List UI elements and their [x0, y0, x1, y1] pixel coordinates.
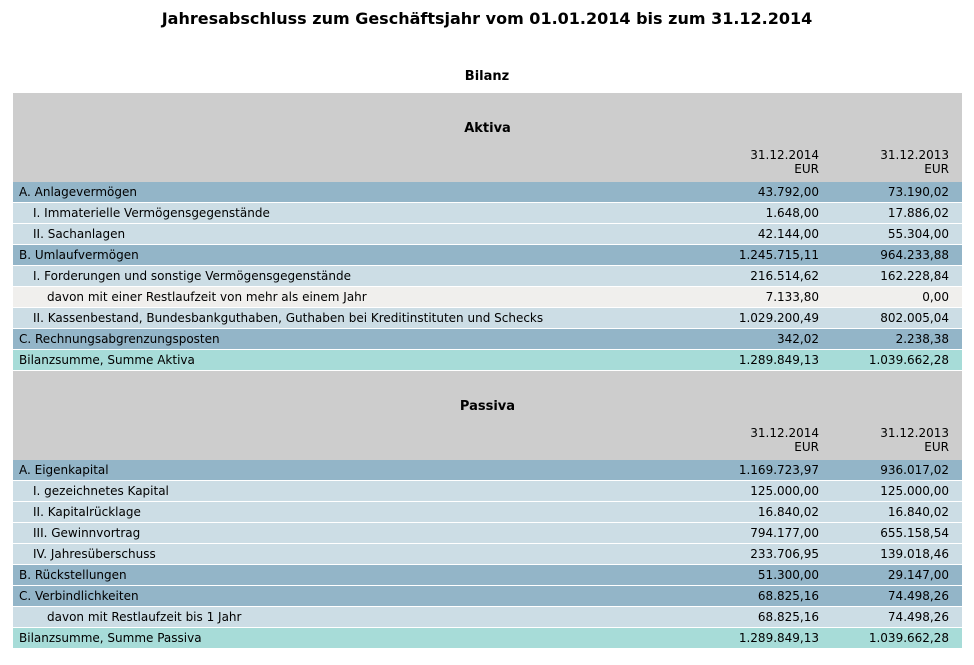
table-row [13, 329, 962, 350]
row-label: Bilanzsumme, Summe Passiva [19, 631, 202, 645]
row-value-2013: 162.228,84 [880, 269, 949, 283]
row-value-2013: 936.017,02 [880, 463, 949, 477]
row-value-2014: 51.300,00 [757, 568, 819, 582]
row-value-2014: 1.245.715,11 [738, 248, 819, 262]
row-value-2013: 802.005,04 [880, 311, 949, 325]
section-header-aktiva [13, 93, 962, 182]
table-row [13, 460, 962, 481]
row-label: II. Sachanlagen [33, 227, 126, 241]
row-value-2014: 125.000,00 [750, 484, 819, 498]
row-label: davon mit einer Restlaufzeit von mehr als einem Jahr [47, 290, 367, 304]
column-currency-label: EUR [794, 162, 819, 176]
row-value-2013: 1.039.662,28 [868, 631, 949, 645]
row-value-2013: 655.158,54 [880, 526, 949, 540]
row-value-2014: 1.289.849,13 [738, 353, 819, 367]
row-value-2013: 55.304,00 [887, 227, 949, 241]
table-row [13, 586, 962, 607]
column-headers-spacer [13, 426, 702, 454]
row-label: IV. Jahresüberschuss [33, 547, 156, 561]
row-value-2014: 68.825,16 [757, 610, 819, 624]
row-value-2014: 1.169.723,97 [738, 463, 819, 477]
table-row [13, 308, 962, 329]
row-value-2014: 7.133,80 [765, 290, 819, 304]
row-value-2014: 16.840,02 [757, 505, 819, 519]
row-label: B. Umlaufvermögen [19, 248, 139, 262]
table-row [13, 203, 962, 224]
table-row [13, 481, 962, 502]
column-currency-label: EUR [924, 440, 949, 454]
row-value-2014: 42.144,00 [757, 227, 819, 241]
row-value-2014: 1.289.849,13 [738, 631, 819, 645]
table-row [13, 350, 962, 371]
column-date-label: 31.12.2014 [750, 148, 819, 162]
column-header-2013 [832, 148, 962, 176]
row-value-2013: 125.000,00 [880, 484, 949, 498]
section-title: Passiva [459, 399, 516, 414]
table-row [13, 607, 962, 628]
row-label: I. gezeichnetes Kapital [33, 484, 169, 498]
column-date-label: 31.12.2014 [750, 426, 819, 440]
column-headers-spacer [13, 148, 702, 176]
table-row [13, 245, 962, 266]
row-value-2014: 1.029.200,49 [738, 311, 819, 325]
column-currency-label: EUR [924, 162, 949, 176]
row-label: A. Anlagevermögen [19, 185, 137, 199]
section-title: Aktiva [464, 121, 511, 136]
document-title: Jahresabschluss zum Geschäftsjahr vom 01.01.2014 bis zum 31.12.2014 [161, 9, 813, 28]
row-label: II. Kassenbestand, Bundesbankguthaben, Guthaben bei Kreditinstituten und Schecks [33, 311, 544, 325]
row-value-2013: 0,00 [922, 290, 949, 304]
row-value-2013: 1.039.662,28 [868, 353, 949, 367]
table-row [13, 224, 962, 245]
column-header-2014 [702, 426, 832, 454]
row-value-2013: 74.498,26 [887, 589, 949, 603]
table-row [13, 565, 962, 586]
section-header-passiva [13, 371, 962, 460]
table-row [13, 287, 962, 308]
row-value-2014: 216.514,62 [750, 269, 819, 283]
column-currency-label: EUR [794, 440, 819, 454]
row-label: A. Eigenkapital [19, 463, 109, 477]
row-label: B. Rückstellungen [19, 568, 127, 582]
row-value-2013: 2.238,38 [895, 332, 949, 346]
table-row [13, 266, 962, 287]
table-row [13, 544, 962, 565]
row-value-2014: 233.706,95 [750, 547, 819, 561]
row-label: III. Gewinnvortrag [33, 526, 141, 540]
column-date-label: 31.12.2013 [880, 426, 949, 440]
balance-sheet-table [13, 93, 962, 648]
table-row [13, 182, 962, 203]
row-value-2014: 43.792,00 [757, 185, 819, 199]
table-row [13, 628, 962, 648]
row-label: C. Verbindlichkeiten [19, 589, 139, 603]
row-value-2013: 139.018,46 [880, 547, 949, 561]
row-value-2013: 16.840,02 [887, 505, 949, 519]
column-header-2014 [702, 148, 832, 176]
row-label: I. Forderungen und sonstige Vermögensgegenstände [33, 269, 352, 283]
table-row [13, 502, 962, 523]
row-label: davon mit Restlaufzeit bis 1 Jahr [47, 610, 242, 624]
column-date-label: 31.12.2013 [880, 148, 949, 162]
row-label: Bilanzsumme, Summe Aktiva [19, 353, 195, 367]
row-value-2013: 17.886,02 [887, 206, 949, 220]
table-row [13, 523, 962, 544]
column-headers [13, 426, 962, 454]
row-value-2014: 794.177,00 [750, 526, 819, 540]
row-label: II. Kapitalrücklage [33, 505, 141, 519]
column-header-2013 [832, 426, 962, 454]
row-value-2014: 342,02 [777, 332, 819, 346]
row-label: I. Immaterielle Vermögensgegenstände [33, 206, 270, 220]
row-value-2013: 964.233,88 [880, 248, 949, 262]
row-label: C. Rechnungsabgrenzungsposten [19, 332, 220, 346]
row-value-2013: 73.190,02 [887, 185, 949, 199]
row-value-2014: 1.648,00 [765, 206, 819, 220]
row-value-2014: 68.825,16 [757, 589, 819, 603]
row-value-2013: 29.147,00 [887, 568, 949, 582]
row-value-2013: 74.498,26 [887, 610, 949, 624]
document-subtitle: Bilanz [464, 69, 510, 84]
column-headers [13, 148, 962, 176]
